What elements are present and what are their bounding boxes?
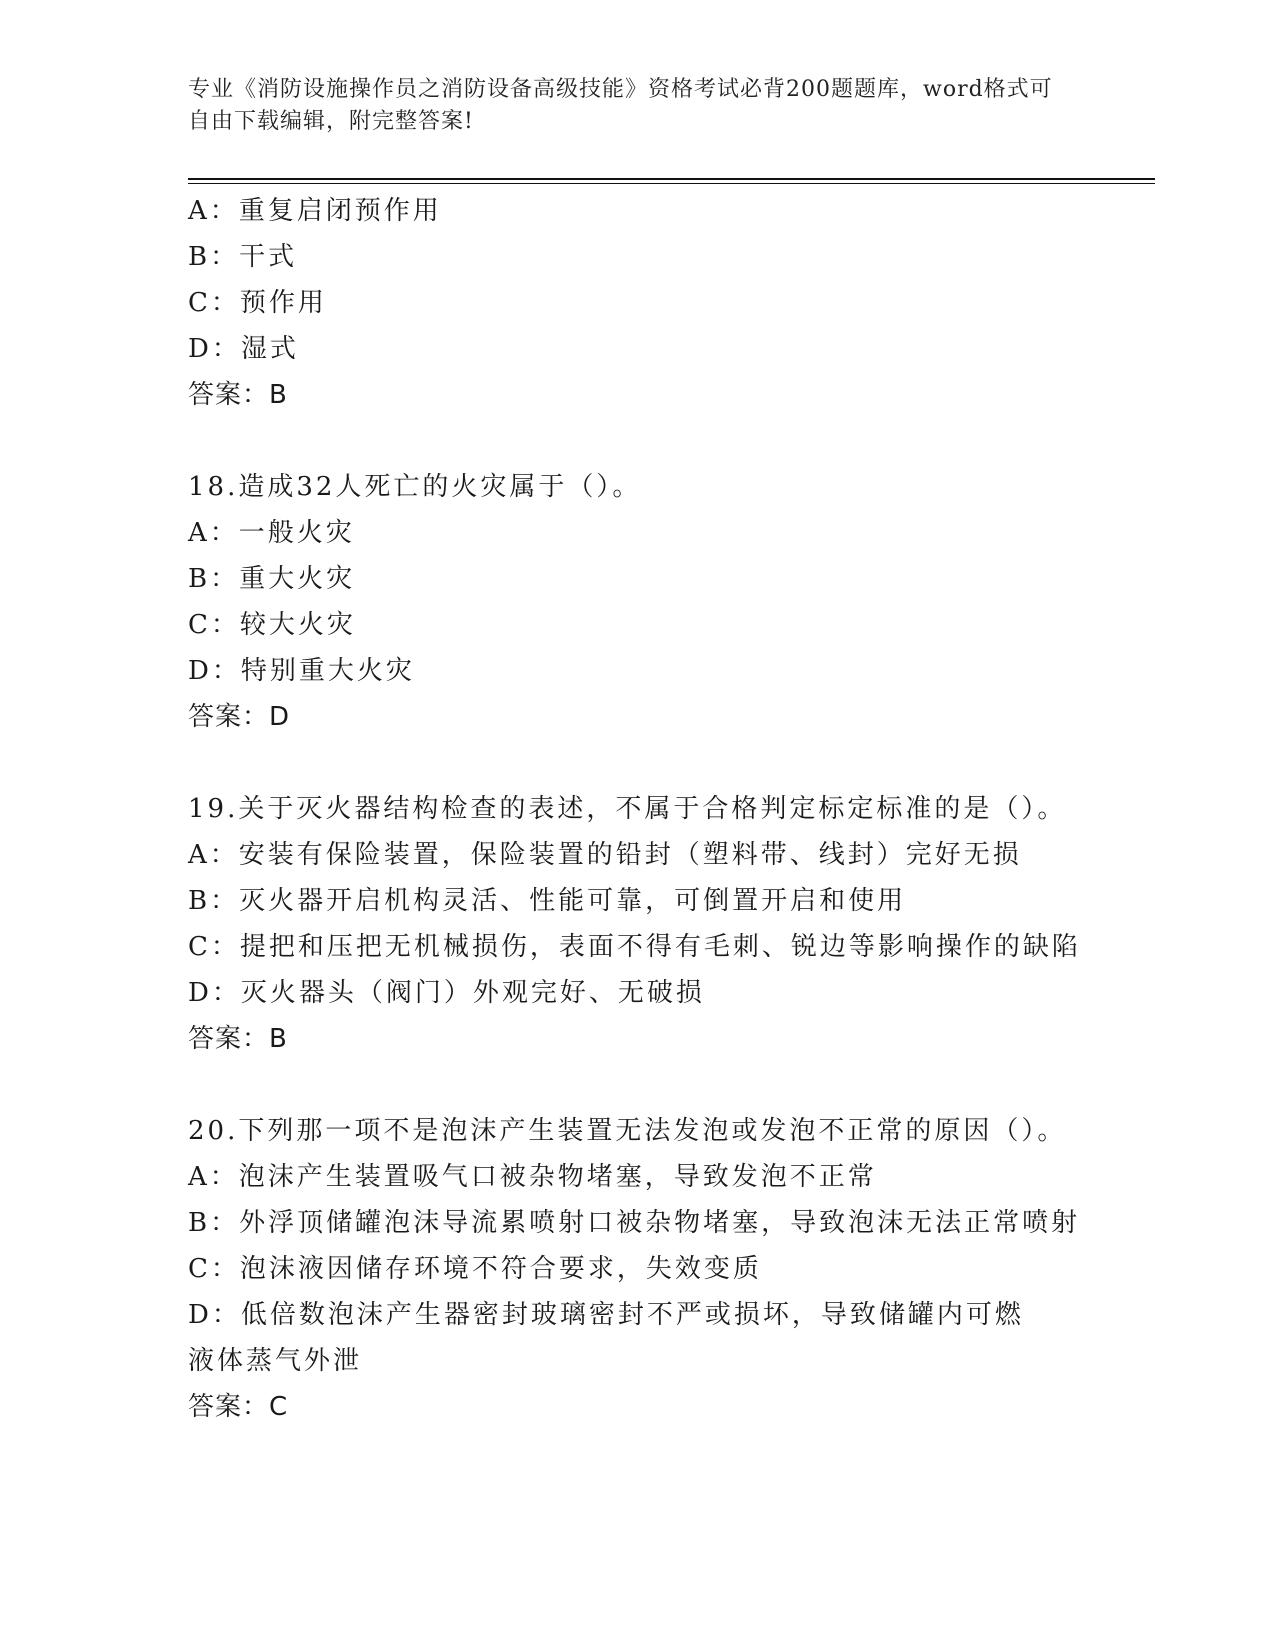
header-rule-thick — [188, 178, 1155, 180]
spacer — [188, 740, 1088, 786]
option-a: A：重复启闭预作用 — [188, 196, 442, 226]
option-c: C：较大火灾 — [188, 610, 356, 640]
option-a: A：安装有保险装置，保险装置的铅封（塑料带、线封）完好无损 — [188, 840, 1022, 870]
page-header: 专业《消防设施操作员之消防设备高级技能》资格考试必背200题题库，word格式可自由下载编辑，附完整答案! — [188, 77, 1053, 134]
option-b: B：灭火器开启机构灵活、性能可靠，可倒置开启和使用 — [188, 886, 907, 916]
header-rule-thin — [188, 183, 1155, 184]
spacer — [188, 418, 1088, 464]
option-c: C：提把和压把无机械损伤，表面不得有毛刺、锐边等影响操作的缺陷 — [188, 932, 1081, 962]
answer: 答案：B — [188, 1024, 288, 1054]
option-b: B：外浮顶储罐泡沫导流累喷射口被杂物堵塞，导致泡沫无法正常喷射 — [188, 1208, 1081, 1238]
question-stem: 19.关于灭火器结构检查的表述，不属于合格判定标定标准的是（）。 — [188, 794, 1067, 824]
option-c: C：预作用 — [188, 288, 327, 318]
option-b: B：干式 — [188, 242, 298, 272]
option-d: D：特别重大火灾 — [188, 656, 415, 686]
question-18 — [188, 464, 1088, 740]
answer: 答案：D — [188, 702, 291, 732]
option-b: B：重大火灾 — [188, 564, 356, 594]
answer: 答案：C — [188, 1392, 289, 1422]
option-d: D：灭火器头（阀门）外观完好、无破损 — [188, 978, 705, 1008]
option-d: D：湿式 — [188, 334, 299, 364]
option-d: D：低倍数泡沫产生器密封玻璃密封不严或损坏，导致储罐内可燃液体蒸气外泄 — [188, 1300, 1024, 1376]
document-content — [188, 188, 1088, 1430]
option-a: A：一般火灾 — [188, 518, 355, 548]
option-a: A：泡沫产生装置吸气口被杂物堵塞，导致发泡不正常 — [188, 1162, 877, 1192]
question-stem: 18.造成32人死亡的火灾属于（）。 — [188, 472, 642, 502]
question-stem: 20.下列那一项不是泡沫产生装置无法发泡或发泡不正常的原因（）。 — [188, 1116, 1067, 1146]
answer: 答案：B — [188, 380, 288, 410]
spacer — [188, 1062, 1088, 1108]
option-c: C：泡沫液因储存环境不符合要求，失效变质 — [188, 1254, 762, 1284]
question-19 — [188, 786, 1088, 1062]
question-17-continued — [188, 188, 1088, 418]
question-20 — [188, 1108, 1088, 1430]
